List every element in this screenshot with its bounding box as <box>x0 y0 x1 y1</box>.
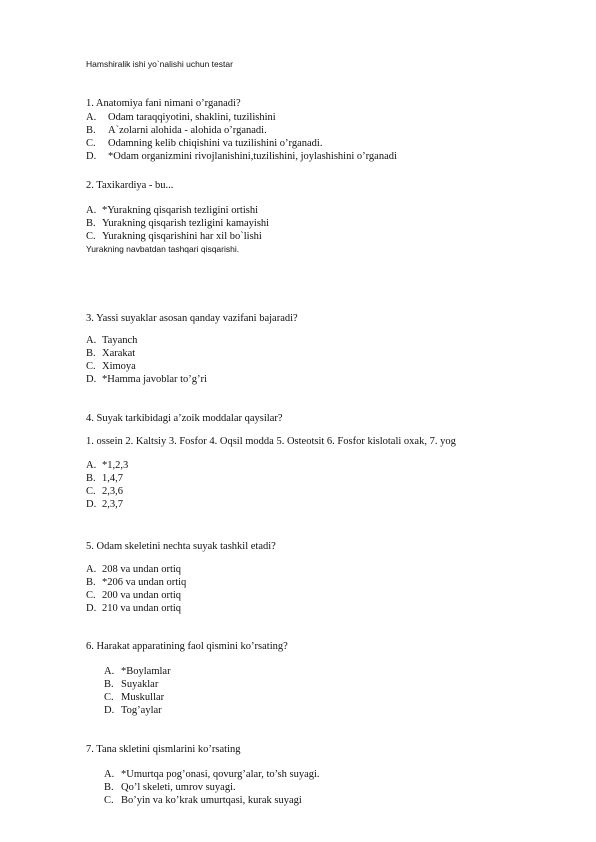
option-letter: A. <box>86 564 97 575</box>
option-c <box>86 485 123 498</box>
option-b <box>86 576 186 589</box>
option-text: A`zolarni alohida - alohida o’rganadi. <box>108 125 267 136</box>
option-text: *Boylamlar <box>121 666 171 677</box>
option-text: 2,3,7 <box>102 499 123 510</box>
question-text: 4. Suyak tarkibidagi a’zoik moddalar qaysilar? <box>86 413 283 424</box>
option-letter: B. <box>104 679 114 690</box>
option-letter: B. <box>86 125 96 136</box>
option-text: Tog’aylar <box>121 705 162 716</box>
option-d <box>86 150 397 163</box>
question-text: 5. Odam skeletini nechta suyak tashkil etadi? <box>86 541 276 552</box>
option-text: Yurakning qisqarishini har xil bo`lishi <box>102 231 262 242</box>
option-c <box>104 794 302 807</box>
option-text: 208 va undan ortiq <box>102 564 182 575</box>
option-b <box>86 217 269 230</box>
option-text: *206 va undan ortiq <box>102 577 187 588</box>
option-letter: C. <box>86 361 96 372</box>
option-letter: C. <box>86 590 96 601</box>
option-c <box>86 137 322 150</box>
document-header: Hamshiralik ishi yo`nalishi uchun testar <box>86 59 233 69</box>
option-letter: C. <box>86 486 96 497</box>
option-text: Muskullar <box>121 692 165 703</box>
option-d <box>86 498 123 511</box>
option-text: Tayanch <box>102 335 138 346</box>
option-text: Xarakat <box>102 348 136 359</box>
option-text: 200 va undan ortiq <box>102 590 182 601</box>
option-text: 2,3,6 <box>102 486 123 497</box>
option-d <box>86 373 207 386</box>
option-a <box>86 334 137 347</box>
option-text: 210 va undan ortiq <box>102 603 182 614</box>
option-d <box>86 602 181 615</box>
option-letter: A. <box>104 769 115 780</box>
option-text: Odamning kelib chiqishini va tuzilishini o’rganadi. <box>108 138 323 149</box>
option-letter: C. <box>104 795 114 806</box>
option-text: Yurakning qisqarish tezligini kamayishi <box>102 218 270 229</box>
option-letter: A. <box>104 666 115 677</box>
option-text: *Hamma javoblar to’g’ri <box>102 374 207 385</box>
option-d <box>104 704 162 717</box>
option-text: Qo’l skeleti, umrov suyagi. <box>121 782 236 793</box>
option-letter: B. <box>86 218 96 229</box>
option-letter: C. <box>86 138 96 149</box>
question-text: 6. Harakat apparatining faol qismini ko’rsating? <box>86 641 288 652</box>
option-letter: D. <box>86 374 97 385</box>
question-text: 3. Yassi suyaklar asosan qanday vazifani bajaradi? <box>86 313 298 324</box>
option-b <box>104 781 236 794</box>
question-text: 1. Anatomiya fani nimani o’rganadi? <box>86 98 241 109</box>
option-letter: A. <box>86 460 97 471</box>
option-letter: D. <box>86 499 97 510</box>
option-letter: B. <box>86 473 96 484</box>
option-text: *Umurtqa pog’onasi, qovurg’alar, to’sh suyagi. <box>121 769 320 780</box>
option-letter: B. <box>104 782 114 793</box>
option-letter: A. <box>86 205 97 216</box>
option-b <box>86 347 135 360</box>
option-text: *1,2,3 <box>102 460 129 471</box>
question-text: 7. Tana skletini qismlarini ko’rsating <box>86 744 241 755</box>
option-a <box>86 204 258 217</box>
option-a <box>104 768 320 781</box>
option-text: 1,4,7 <box>102 473 123 484</box>
option-b <box>86 124 267 137</box>
option-letter: B. <box>86 348 96 359</box>
option-text: Suyaklar <box>121 679 159 690</box>
option-c <box>86 589 181 602</box>
option-extra: Yurakning navbatdan tashqari qisqarishi. <box>86 244 240 254</box>
option-a <box>104 665 171 678</box>
option-c <box>86 230 262 243</box>
option-text: *Odam organizmini rivojlanishini,tuzilishini, joylashishini o’rganadi <box>108 151 397 162</box>
option-text: Odam taraqqiyotini, shaklini, tuzilishini <box>108 112 276 123</box>
question-text: 2. Taxikardiya - bu... <box>86 180 174 191</box>
option-b <box>86 472 123 485</box>
answer-items-list: 1. ossein 2. Kaltsiy 3. Fosfor 4. Oqsil modda 5. Osteotsit 6. Fosfor kislotali oxak, 7. yog <box>86 436 456 447</box>
option-a <box>86 563 181 576</box>
option-letter: A. <box>86 335 97 346</box>
option-a <box>86 459 128 472</box>
option-text: Ximoya <box>102 361 136 372</box>
option-b <box>104 678 158 691</box>
option-letter: A. <box>86 112 97 123</box>
option-c <box>86 360 136 373</box>
option-letter: D. <box>104 705 115 716</box>
option-text: Bo’yin va ko’krak umurtqasi, kurak suyagi <box>121 795 302 806</box>
option-letter: B. <box>86 577 96 588</box>
option-text: *Yurakning qisqarish tezligini ortishi <box>102 205 259 216</box>
option-c <box>104 691 164 704</box>
option-a <box>86 111 276 124</box>
option-letter: C. <box>86 231 96 242</box>
option-letter: D. <box>86 151 97 162</box>
option-letter: D. <box>86 603 97 614</box>
option-letter: C. <box>104 692 114 703</box>
